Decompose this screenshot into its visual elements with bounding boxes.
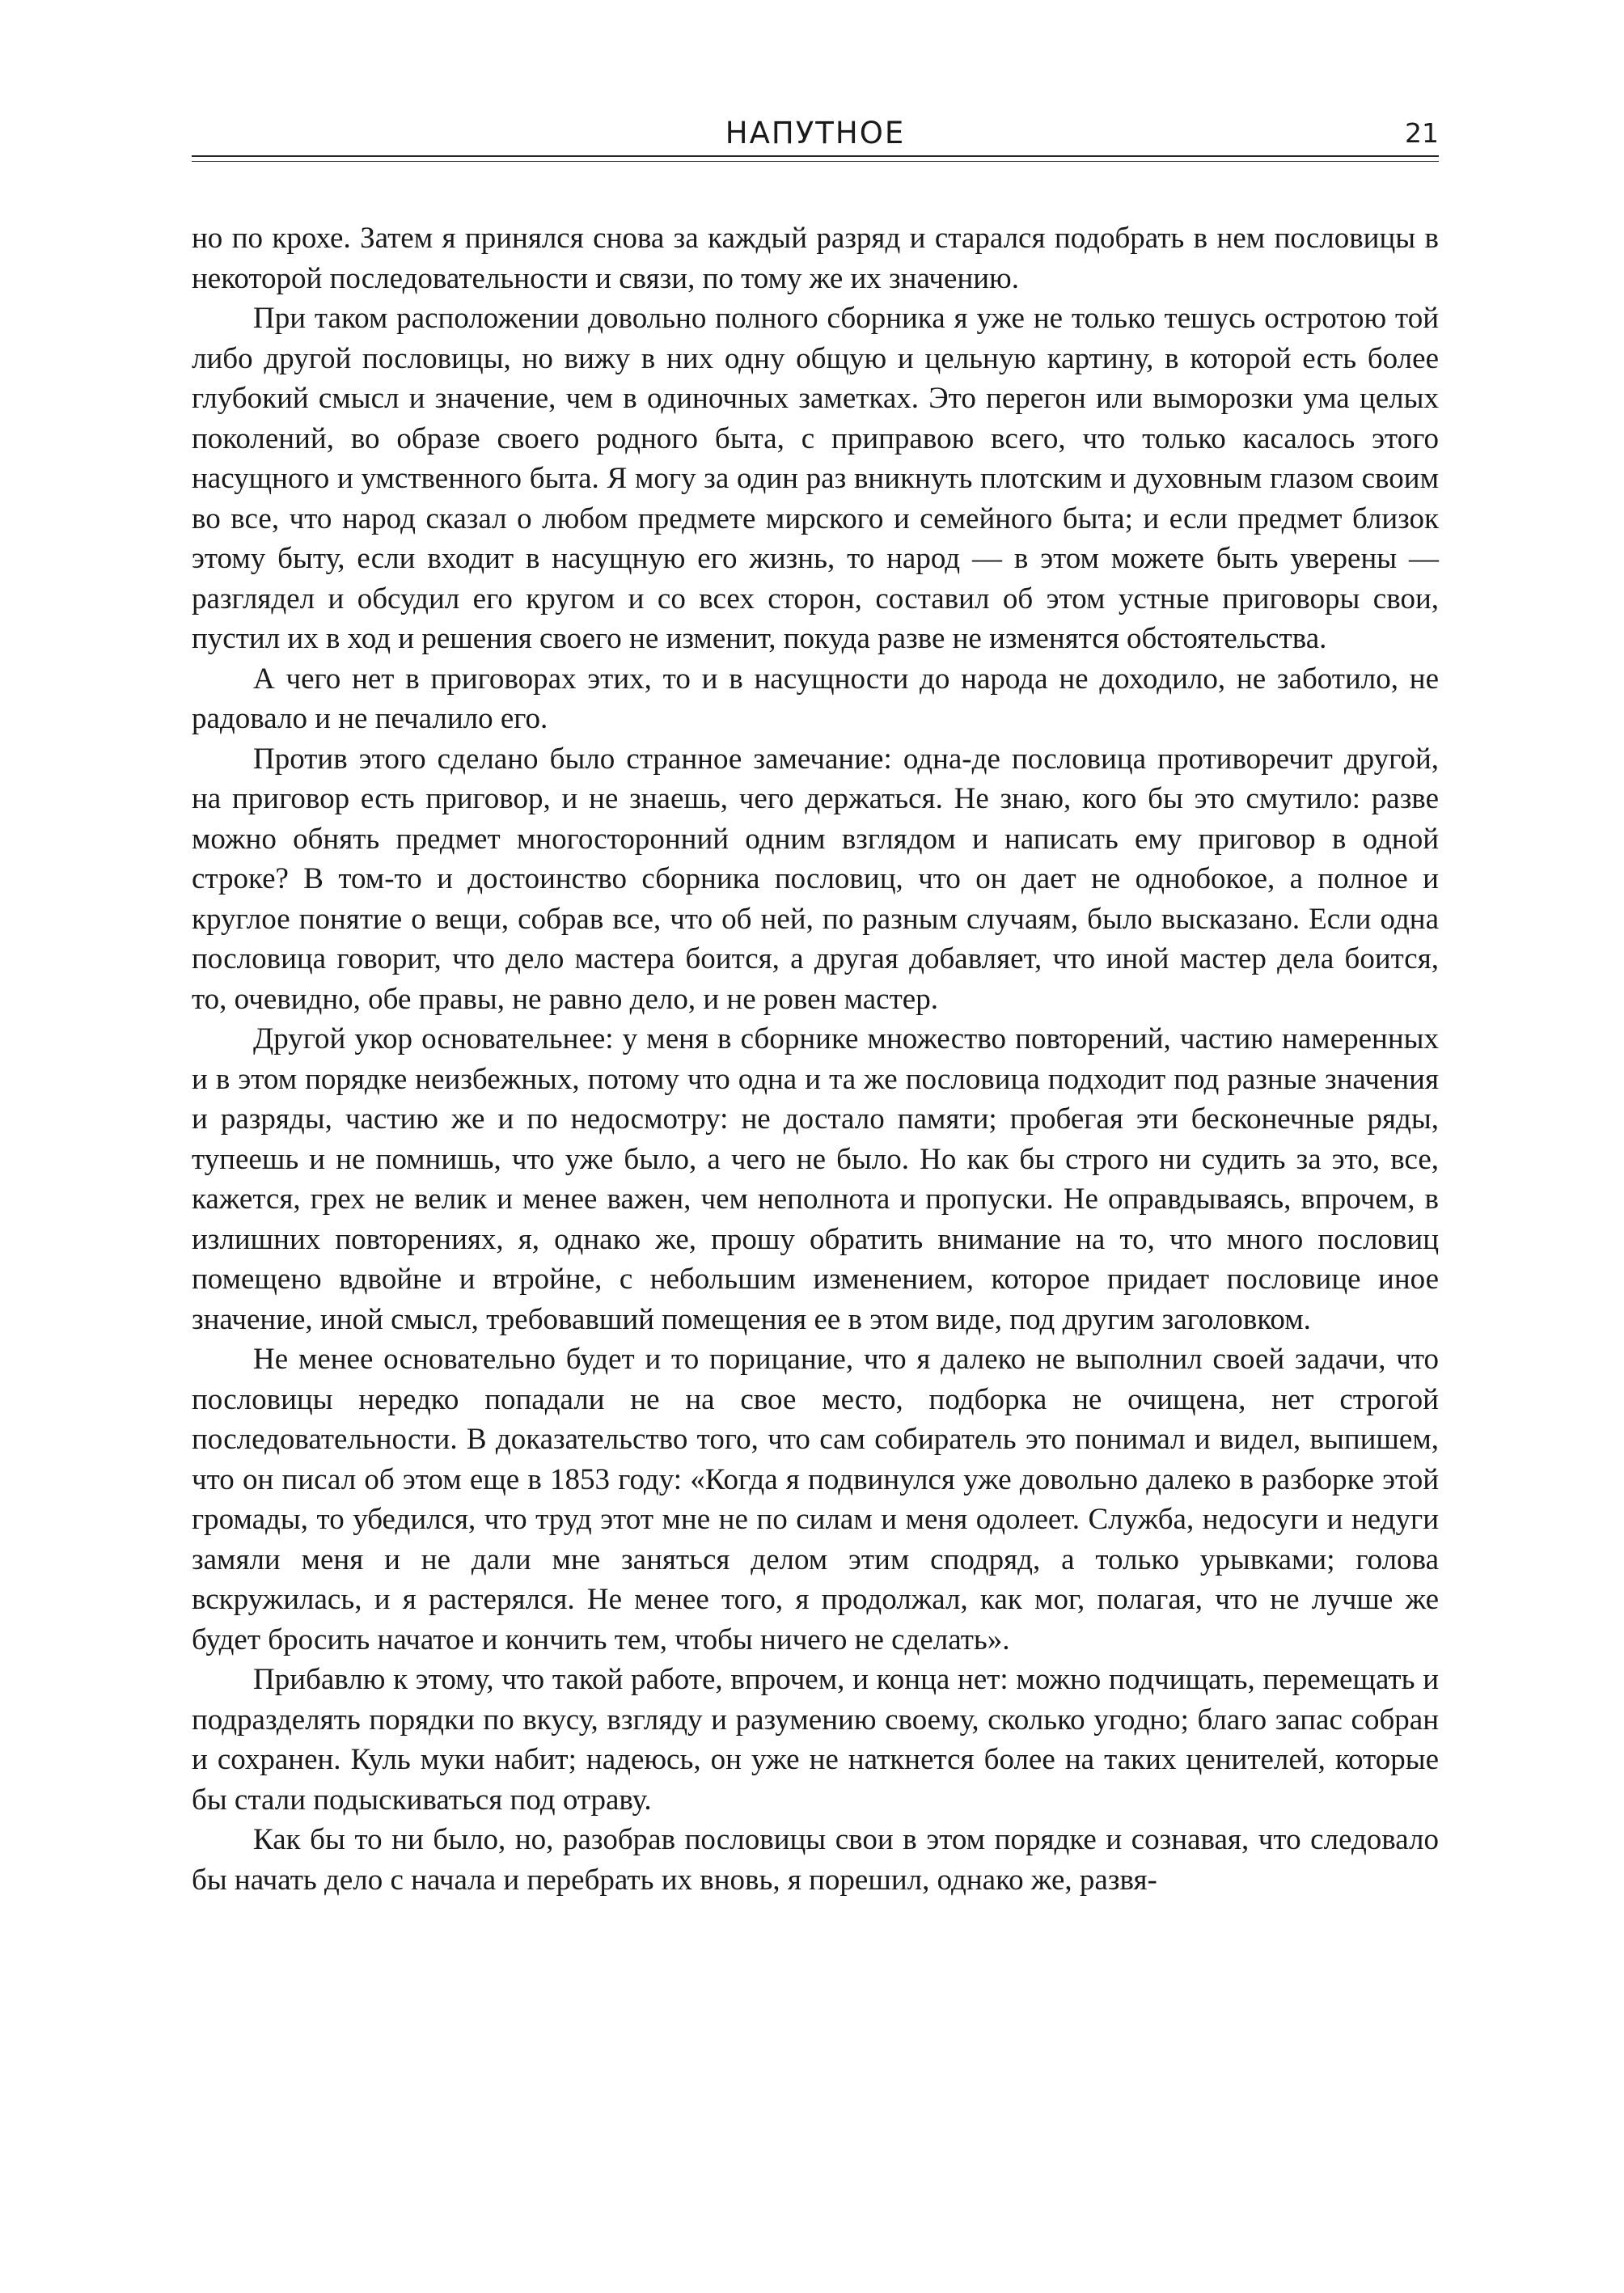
paragraph: Против этого сделано было странное замечание: одна-де пословица противоречит другой, на приговор есть приговор, и не знаешь, чего держаться. Не знаю, кого бы это смутило: разве можно обнять предмет многосторонний одним взглядом и написать ему приговор в одной строке? В том-то и достоинство сборника пословиц, что он дает не однобокое, а полное и круглое понятие о вещи, собрав все, что об ней, по разным случаям, было высказано. Если одна пословица говорит, что дело мастера боится, а другая добавляет, что иной мастер дела боится, то, очевидно, обе правы, не равно дело, и не ровен мастер. — [192, 742, 1439, 1016]
header-rule-thin — [192, 161, 1439, 162]
paragraph: Как бы то ни было, но, разобрав пословицы свои в этом порядке и сознавая, что следовало бы начать дело с начала и перебрать их вновь, я порешил, однако же, развя- — [192, 1823, 1439, 1897]
running-header — [192, 113, 1439, 155]
paragraph: А чего нет в приговорах этих, то и в насущности до народа не доходило, не заботило, не радовало и не печалило его. — [192, 662, 1439, 735]
text-body — [192, 218, 1439, 1900]
paragraph: но по крохе. Затем я принялся снова за каждый разряд и старался подобрать в нем пословицы в некоторой последовательности и связи, по тому же их значению. — [192, 222, 1439, 295]
paragraph: Другой укор основательнее: у меня в сборнике множество повторений, частию намеренных и в этом порядке неизбежных, потому что одна и та же пословица подходит под разные значения и разряды, частию же и по недосмотру: не достало памяти; пробегая эти бесконечные ряды, тупеешь и не помнишь, что уже было, а чего не было. Но как бы строго ни судить за это, все, кажется, грех не велик и менее важен, чем неполнота и пропуски. Не оправдываясь, впрочем, в излишних повторениях, я, однако же, прошу обратить внимание на то, что много пословиц помещено вдвойне и втройне, с небольшим изменением, которое придает пословице иное значение, иной смысл, требовавший помещения ее в этом виде, под другим заголовком. — [192, 1022, 1439, 1336]
paragraph: При таком расположении довольно полного сборника я уже не только тешусь остротою той либо другой пословицы, но вижу в них одну общую и цельную картину, в которой есть более глубокий смысл и значение, чем в одиночных заметках. Это перегон или выморозки ума целых поколений, во образе своего родного быта, с приправою всего, что только касалось этого насущного и умственного быта. Я могу за один раз вникнуть плотским и духовным глазом своим во все, что народ сказал о любом предмете мирского и семейного быта; и если предмет близок этому быту, если входит в насущную его жизнь, то народ — в этом можете быть уверены — разглядел и обсудил его кругом и со всех сторон, составил об этом устные приговоры свои, пустил их в ход и решения своего не изменит, покуда разве не изменятся обстоятельства. — [192, 302, 1439, 655]
page-number: 21 — [1405, 117, 1439, 149]
header-rule — [192, 155, 1439, 157]
running-title: НАПУТНОЕ — [725, 116, 906, 150]
paragraph: Прибавлю к этому, что такой работе, впрочем, и конца нет: можно подчищать, перемещать и подразделять порядки по вкусу, взгляду и разумению своему, сколько угодно; благо запас собран и сохранен. Куль муки набит; надеюсь, он уже не наткнется более на таких ценителей, которые бы стали подыскиваться под отраву. — [192, 1663, 1439, 1817]
paragraph: Не менее основательно будет и то порицание, что я далеко не выполнил своей задачи, что пословицы нередко попадали не на свое место, подборка не очищена, нет строгой последовательности. В доказательство того, что сам собиратель это понимал и видел, выпишем, что он писал об этом еще в 1853 году: «Когда я подвинулся уже довольно далеко в разборке этой громады, то убедился, что труд этот мне не по силам и меня одолеет. Служба, недосуги и недуги замяли меня и не дали мне заняться делом этим сподряд, а только урывками; голова вскружилась, и я растерялся. Не менее того, я продолжал, как мог, полагая, что не лучше же будет бросить начатое и кончить тем, чтобы ничего не сделать». — [192, 1343, 1439, 1656]
